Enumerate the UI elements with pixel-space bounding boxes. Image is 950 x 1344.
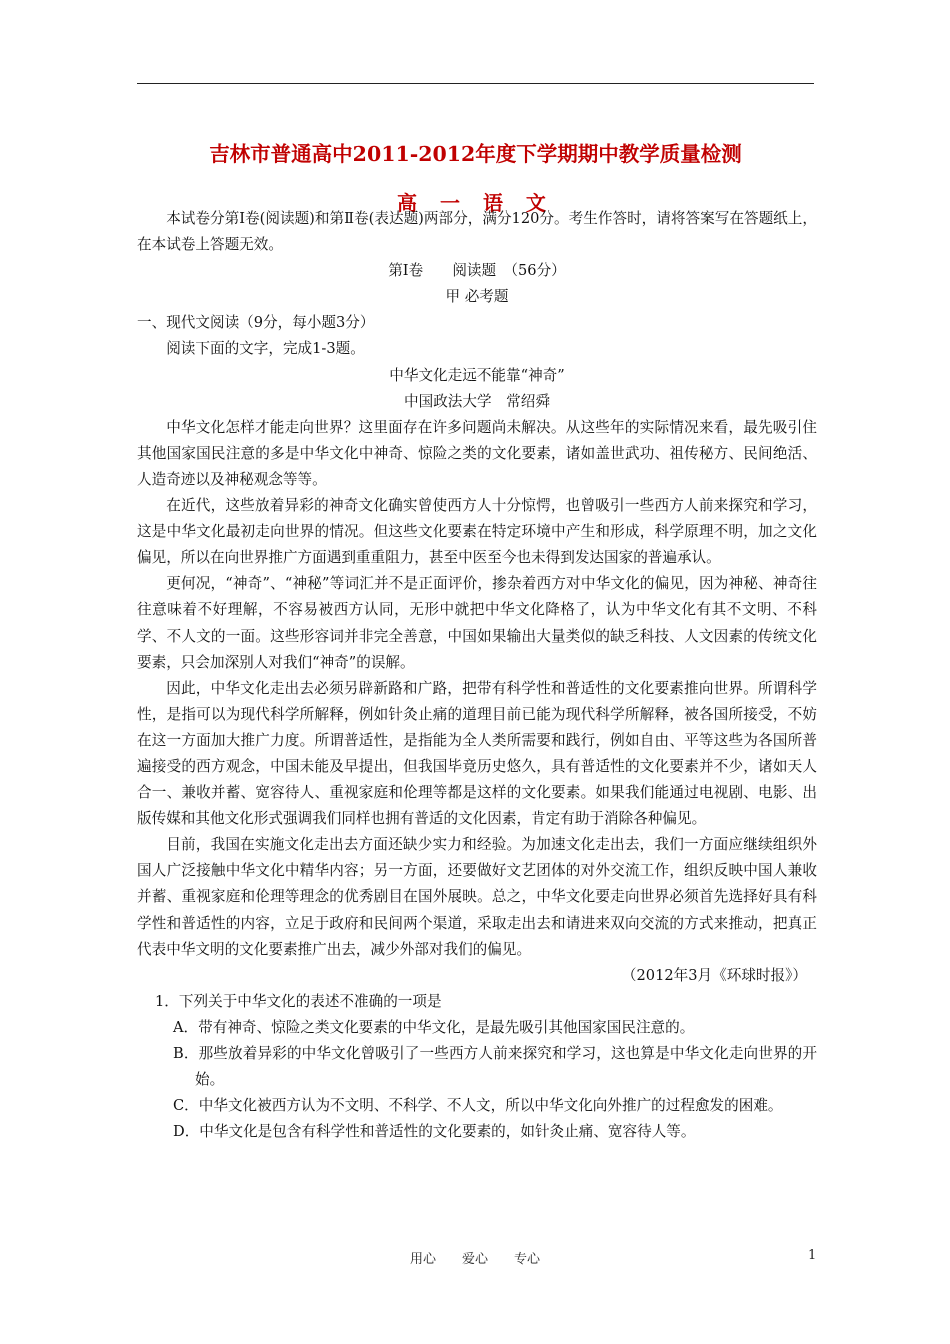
page-number: 1 <box>808 1248 817 1263</box>
exam-title: 吉林市普通高中2011-2012年度下学期期中教学质量检测 <box>209 142 742 166</box>
document-body <box>137 206 817 1145</box>
section-subheading: 甲 必考题 <box>445 288 509 306</box>
reading-instruction: 阅读下面的文字，完成1-3题。 <box>166 340 365 358</box>
exam-instructions: 本试卷分第Ⅰ卷(阅读题)和第Ⅱ卷(表达题)两部分，满分120分。考生作答时，请将答案写在答题纸上，在本试卷上答题无效。 <box>137 210 817 254</box>
article-paragraph: 更何况，“神奇”、“神秘”等词汇并不是正面评价，掺杂着西方对中华文化的偏见，因为神秘、神奇往往意味着不好理解，不容易被西方认同，无形中就把中华文化降格了，认为中华文化有其不文明、不科学、不人文的一面。这些形容词并非完全善意，中国如果输出大量类似的缺乏科技、人文因素的传统文化要素，只会加深别人对我们“神奇”的误解。 <box>137 575 817 671</box>
article-paragraph: 在近代，这些放着异彩的神奇文化确实曾使西方人十分惊愕，也曾吸引一些西方人前来探究和学习，这是中华文化最初走向世界的情况。但这些文化要素在特定环境中产生和形成，科学原理不明，加之文化偏见，所以在向世界推广方面遇到重重阻力，甚至中医至今也未得到发达国家的普遍承认。 <box>137 497 817 567</box>
article-paragraph: 因此，中华文化走出去必须另辟新路和广路，把带有科学性和普适性的文化要素推向世界。所谓科学性，是指可以为现代科学所解释，例如针灸止痛的道理目前已能为现代科学所解释，被各国所接受，不妨在这一方面加大推广力度。所谓普适性，是指能为全人类所需要和践行，例如自由、平等这些为各国所普遍接受的西方观念，中国未能及早提出，但我国毕竟历史悠久，具有普适性的文化要素并不少，诸如天人合一、兼收并蓄、宽容待人、重视家庭和伦理等都是这样的文化要素。如果我们能通过电视剧、电影、出版传媒和其他文化形式强调我们同样也拥有普适的文化因素，肯定有助于消除各种偏见。 <box>137 679 817 828</box>
footer-motto: 用心 爱心 专心 <box>409 1252 540 1267</box>
part-heading: 一、现代文阅读（9分，每小题3分） <box>137 314 375 332</box>
header-rule <box>137 83 814 84</box>
answer-option-a: A．带有神奇、惊险之类文化要素的中华文化，是最先吸引其他国家国民注意的。 <box>173 1018 695 1036</box>
article-author: 中国政法大学 常绍舜 <box>404 392 550 410</box>
article-title: 中华文化走远不能靠“神奇” <box>389 366 565 384</box>
article-paragraph: 中华文化怎样才能走向世界？这里面存在许多问题尚未解决。从这些年的实际情况来看，最先吸引住其他国家国民注意的多是中华文化中神奇、惊险之类的文化要素，诸如盖世武功、祖传秘方、民间绝活、人造奇迹以及神秘观念等等。 <box>137 418 817 488</box>
answer-option-b: B．那些放着异彩的中华文化曾吸引了一些西方人前来探究和学习，这也算是中华文化走向世界的开始。 <box>173 1045 817 1089</box>
question-stem: 1．下列关于中华文化的表述不准确的一项是 <box>155 992 442 1010</box>
answer-option-c: C．中华文化被西方认为不文明、不科学、不人文，所以中华文化向外推广的过程愈发的困难。 <box>173 1097 783 1115</box>
section-heading: 第Ⅰ卷 阅读题 （56分） <box>388 262 566 280</box>
answer-option-d: D．中华文化是包含有科学性和普适性的文化要素的，如针灸止痛、宽容待人等。 <box>173 1123 696 1141</box>
subject-title: 高 一 语 文 <box>397 191 554 215</box>
article-source: （2012年3月《环球时报》） <box>621 966 807 984</box>
article-paragraph: 目前，我国在实施文化走出去方面还缺少实力和经验。为加速文化走出去，我们一方面应继续组织外国人广泛接触中华文化中精华内容；另一方面，还要做好文艺团体的对外交流工作，组织反映中国人兼收并蓄、重视家庭和伦理等理念的优秀剧目在国外展映。总之，中华文化要走向世界必须首先选择好具有科学性和普适性的内容，立足于政府和民间两个渠道，采取走出去和请进来双向交流的方式来推动，把真正代表中华文明的文化要素推广出去，减少外部对我们的偏见。 <box>137 836 817 958</box>
